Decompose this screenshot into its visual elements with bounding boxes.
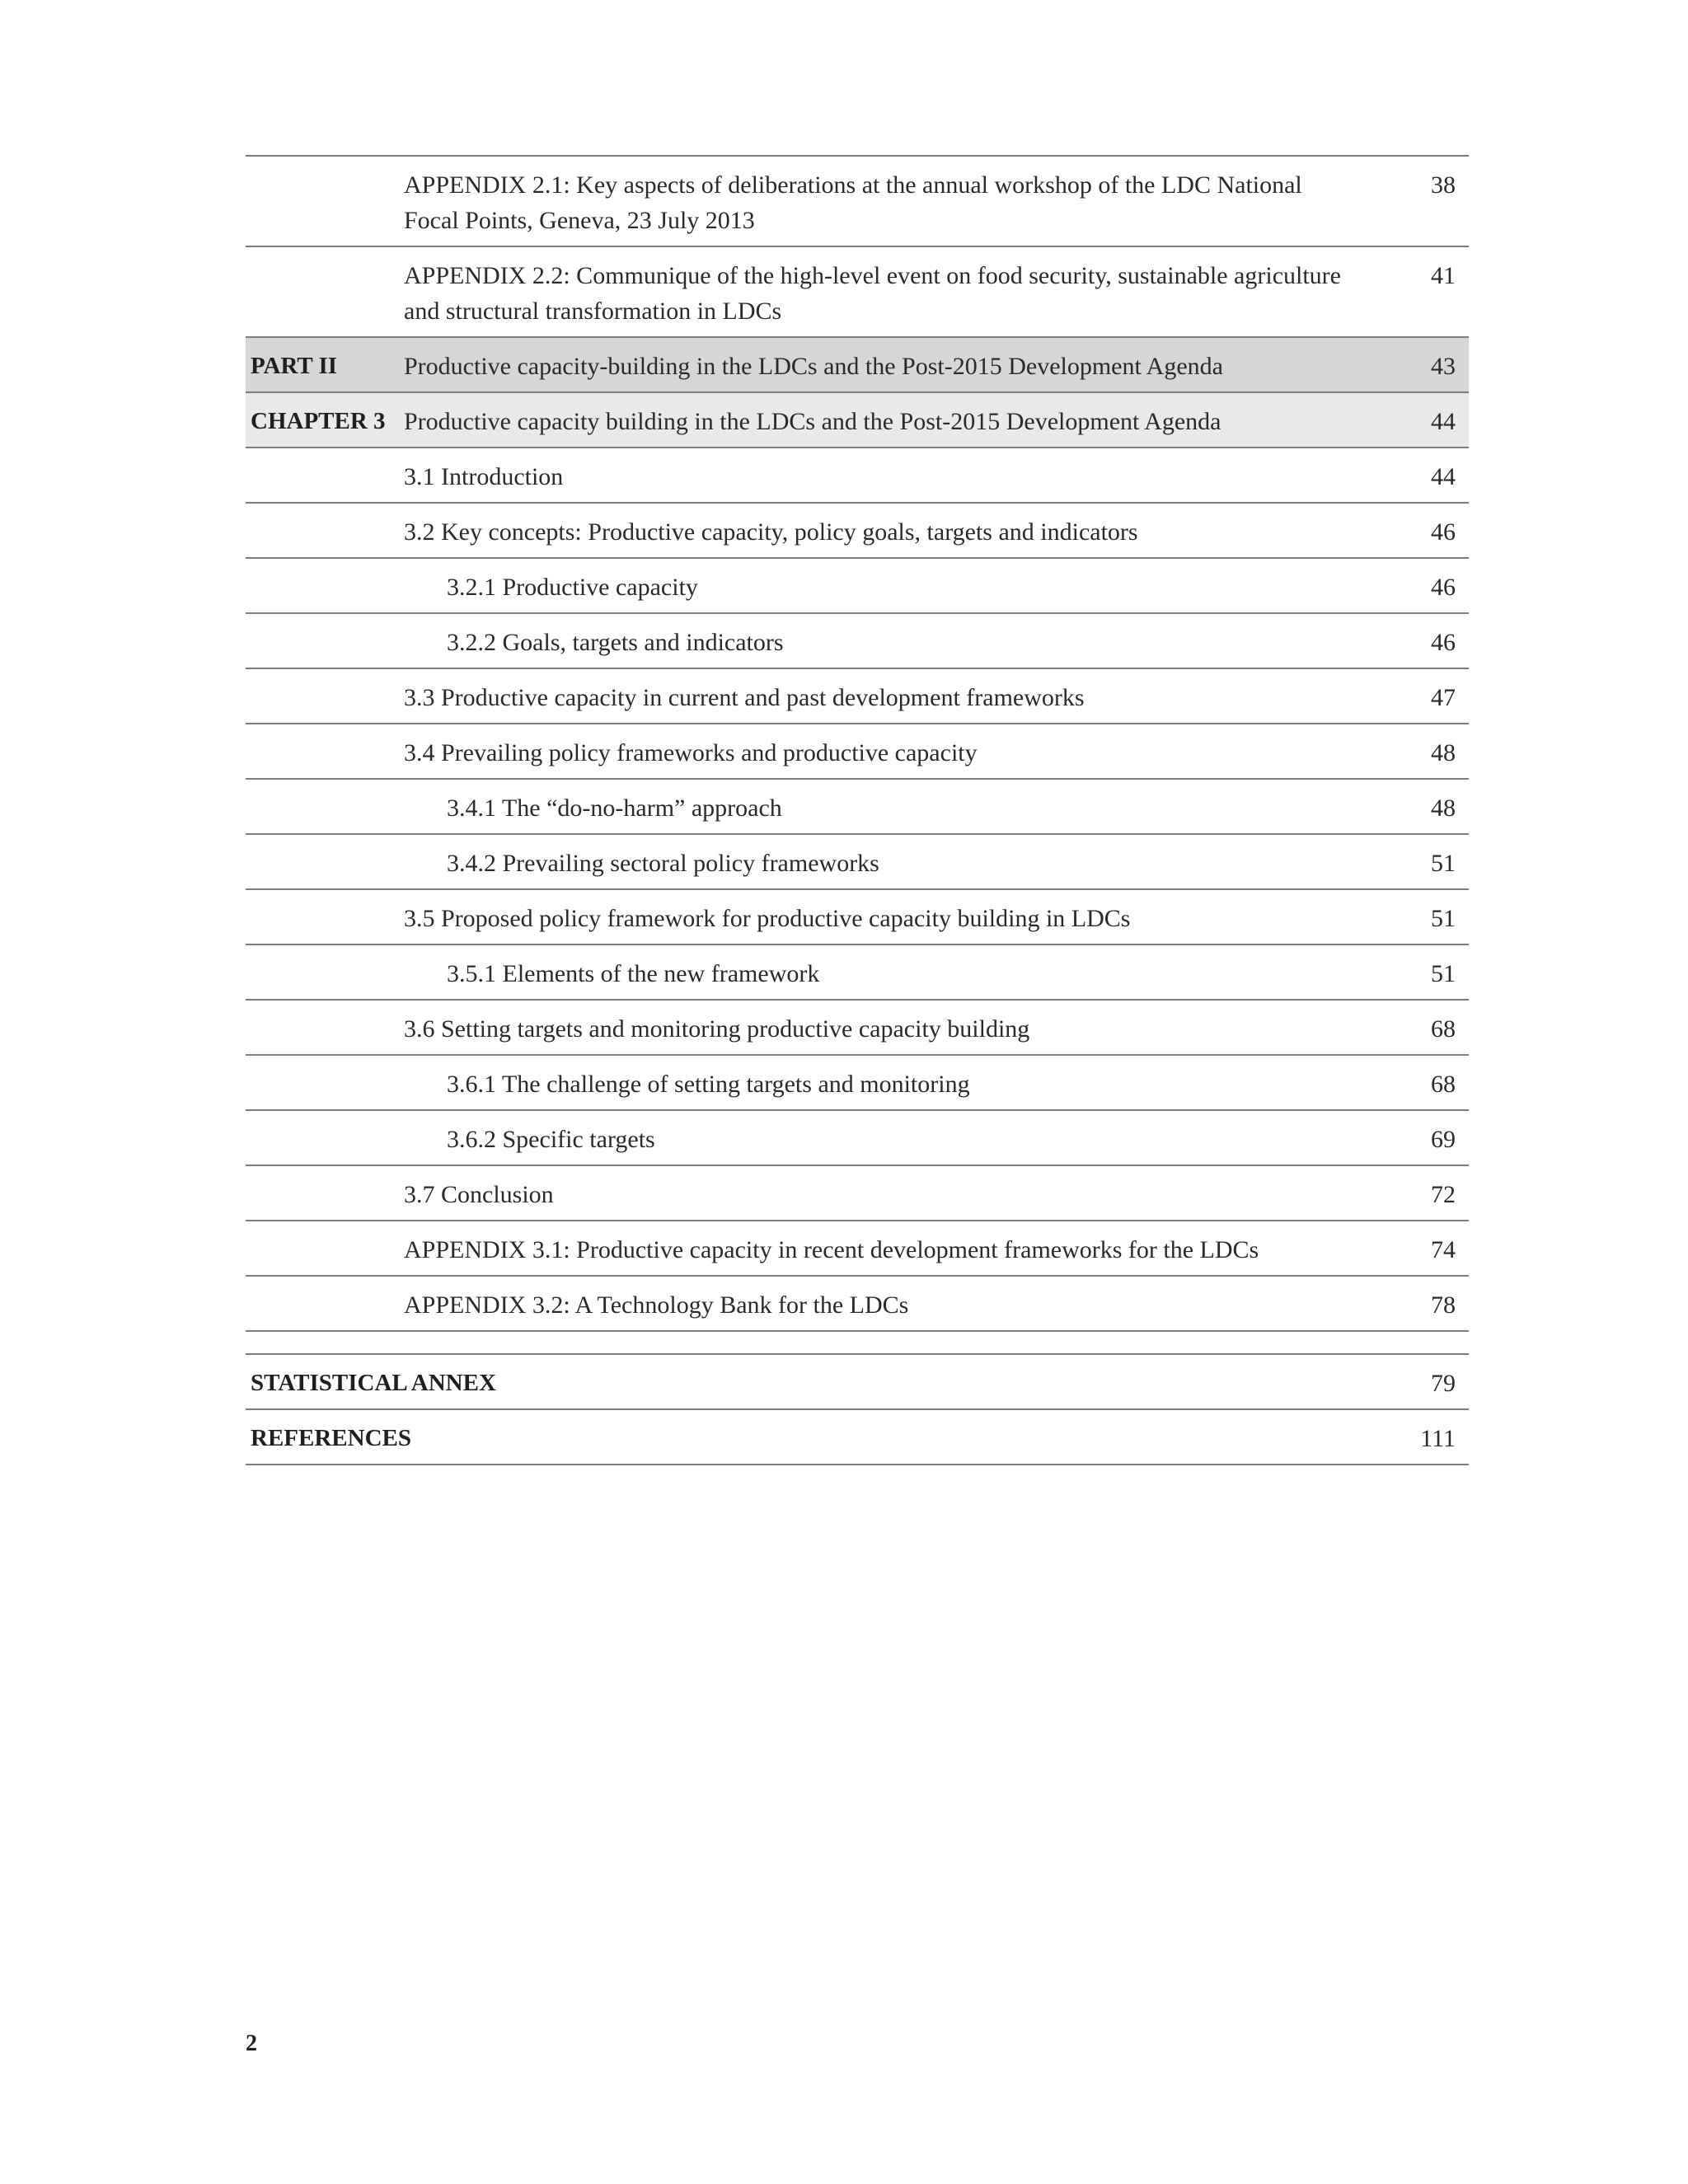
toc-page-number: 48 xyxy=(1431,739,1456,766)
toc-row-part-2[interactable] xyxy=(246,338,1469,393)
toc-row-statistical-annex[interactable] xyxy=(246,1355,1469,1410)
toc-row-3-6[interactable] xyxy=(246,1001,1469,1056)
toc-page-number: 51 xyxy=(1431,905,1456,932)
toc-title: 3.6 Setting targets and monitoring productive capacity building xyxy=(404,1015,1030,1043)
section-divider xyxy=(246,1332,1469,1355)
toc-chapter-label: CHAPTER 3 xyxy=(251,408,386,434)
toc-page-number: 68 xyxy=(1431,1015,1456,1043)
toc-title: 3.2.1 Productive capacity xyxy=(447,574,698,601)
toc-section-label: STATISTICAL ANNEX xyxy=(251,1370,496,1396)
toc-title: 3.5 Proposed policy framework for productive capacity building in LDCs xyxy=(404,905,1131,932)
toc-page-number: 38 xyxy=(1431,171,1456,199)
toc-title: 3.4 Prevailing policy frameworks and productive capacity xyxy=(404,739,978,766)
toc-row-appendix-2-1[interactable] xyxy=(246,157,1469,247)
toc-row-3-5[interactable] xyxy=(246,890,1469,945)
toc-page-number: 44 xyxy=(1431,408,1456,435)
toc-page-number: 47 xyxy=(1431,684,1456,711)
toc-row-3-3[interactable] xyxy=(246,669,1469,724)
toc-row-appendix-2-2[interactable] xyxy=(246,247,1469,338)
toc-page-number: 68 xyxy=(1431,1071,1456,1098)
toc-page-number: 46 xyxy=(1431,518,1456,546)
toc-title: APPENDIX 2.1: Key aspects of deliberations at the annual workshop of the LDC National Focal Points, Geneva, 23 July 2013 xyxy=(404,171,1302,234)
toc-row-references[interactable] xyxy=(246,1410,1469,1465)
toc-page-number: 74 xyxy=(1431,1236,1456,1263)
toc-page-number: 79 xyxy=(1431,1370,1456,1397)
toc-title: Productive capacity-building in the LDCs and the Post-2015 Development Agenda xyxy=(404,353,1223,380)
toc-title: 3.6.1 The challenge of setting targets and monitoring xyxy=(447,1071,970,1098)
toc-page-number: 78 xyxy=(1431,1291,1456,1319)
toc-title: 3.4.1 The “do-no-harm” approach xyxy=(447,794,782,822)
toc-row-3-2-2[interactable] xyxy=(246,614,1469,669)
toc-title: 3.3 Productive capacity in current and past development frameworks xyxy=(404,684,1085,711)
toc-row-3-1[interactable] xyxy=(246,448,1469,504)
toc-title: APPENDIX 3.2: A Technology Bank for the LDCs xyxy=(404,1291,909,1319)
toc-title: APPENDIX 2.2: Communique of the high-level event on food security, sustainable agriculture and structural transformation in LDCs xyxy=(404,262,1341,325)
toc-title: 3.2 Key concepts: Productive capacity, policy goals, targets and indicators xyxy=(404,518,1138,546)
toc-page-number: 51 xyxy=(1431,850,1456,877)
toc-title: 3.5.1 Elements of the new framework xyxy=(447,960,820,987)
toc-title: APPENDIX 3.1: Productive capacity in recent development frameworks for the LDCs xyxy=(404,1236,1259,1263)
toc-row-3-7[interactable] xyxy=(246,1166,1469,1221)
toc-row-3-5-1[interactable] xyxy=(246,945,1469,1001)
toc-page-number: 51 xyxy=(1431,960,1456,987)
toc-page-number: 43 xyxy=(1431,353,1456,380)
toc-part-label: PART II xyxy=(251,353,338,379)
toc-title: 3.7 Conclusion xyxy=(404,1181,554,1208)
toc-title: 3.2.2 Goals, targets and indicators xyxy=(447,629,784,656)
toc-row-3-2-1[interactable] xyxy=(246,559,1469,614)
toc-row-appendix-3-2[interactable] xyxy=(246,1277,1469,1332)
toc-row-appendix-3-1[interactable] xyxy=(246,1221,1469,1277)
toc-row-3-4[interactable] xyxy=(246,724,1469,780)
toc-row-3-6-1[interactable] xyxy=(246,1056,1469,1111)
toc-page-number: 44 xyxy=(1431,463,1456,490)
toc-page-number: 72 xyxy=(1431,1181,1456,1208)
toc-title: 3.1 Introduction xyxy=(404,463,564,490)
toc-title: Productive capacity building in the LDCs and the Post-2015 Development Agenda xyxy=(404,408,1221,435)
toc-page-number: 48 xyxy=(1431,794,1456,822)
toc-row-3-4-1[interactable] xyxy=(246,780,1469,835)
toc-page-number: 69 xyxy=(1431,1126,1456,1153)
toc-title: 3.6.2 Specific targets xyxy=(447,1126,655,1153)
table-of-contents xyxy=(246,155,1469,1465)
toc-page-number: 41 xyxy=(1431,262,1456,289)
toc-page-number: 46 xyxy=(1431,574,1456,601)
toc-row-3-2[interactable] xyxy=(246,504,1469,559)
toc-title: 3.4.2 Prevailing sectoral policy frameworks xyxy=(447,850,879,877)
toc-row-3-6-2[interactable] xyxy=(246,1111,1469,1166)
toc-section-label: REFERENCES xyxy=(251,1425,411,1451)
page-number: 2 xyxy=(246,2031,257,2056)
toc-page-number: 111 xyxy=(1420,1425,1456,1452)
toc-row-3-4-2[interactable] xyxy=(246,835,1469,890)
toc-row-chapter-3[interactable] xyxy=(246,393,1469,448)
toc-page-number: 46 xyxy=(1431,629,1456,656)
